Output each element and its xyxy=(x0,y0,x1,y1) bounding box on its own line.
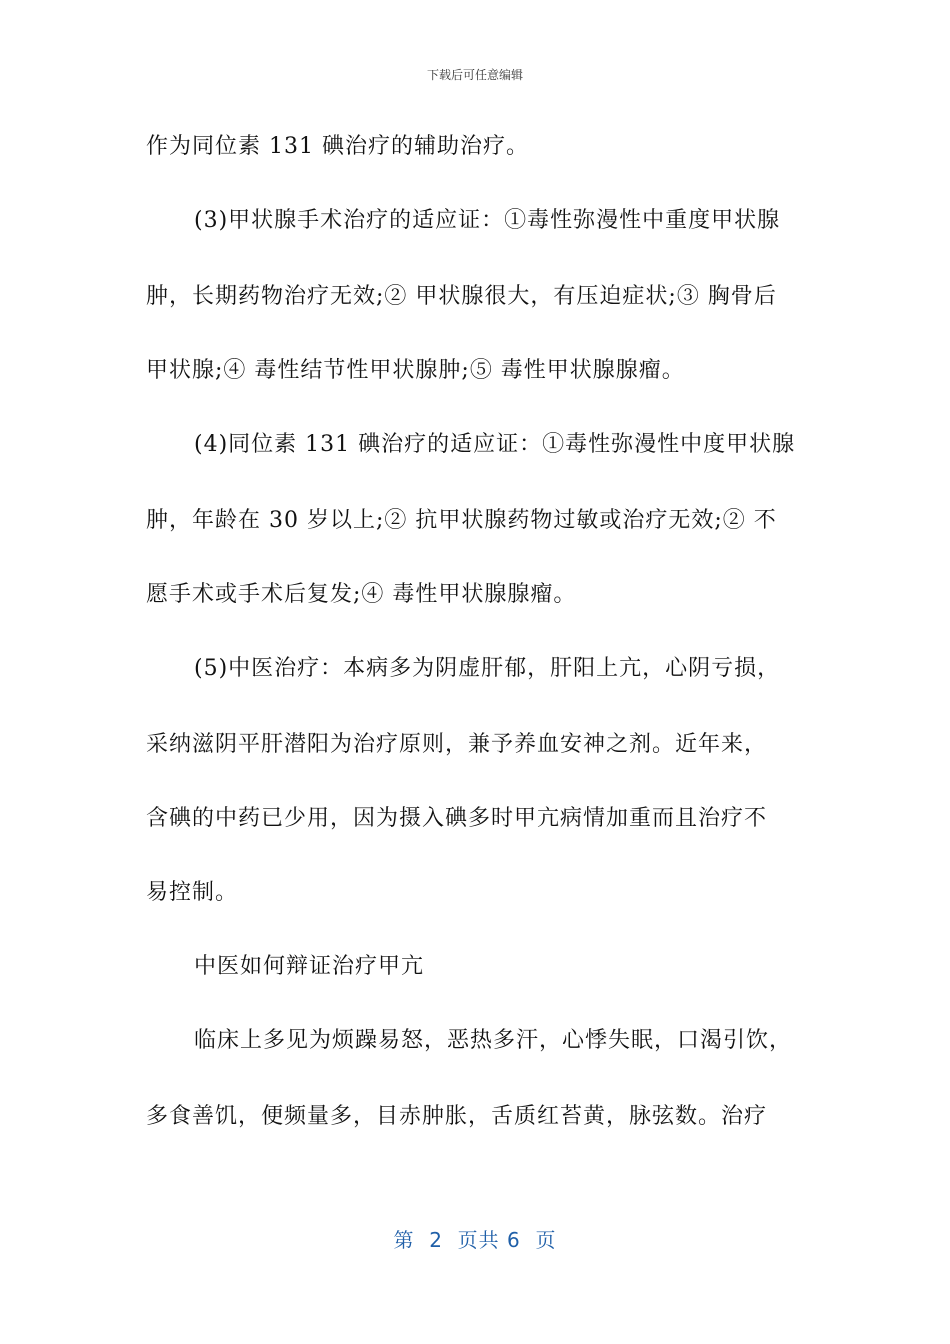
text-line: 肿，长期药物治疗无效;② 甲状腺很大，有压迫症状;③ 胸骨后 xyxy=(146,284,777,309)
text-line: (5)中医治疗：本病多为阴虚肝郁，肝阳上亢，心阴亏损， xyxy=(194,656,781,681)
text-line: 临床上多见为烦躁易怒，恶热多汗，心悸失眠，口渴引饮， xyxy=(194,1028,793,1053)
text-line: 多食善饥，便频量多，目赤肿胀，舌质红苔黄，脉弦数。治疗 xyxy=(146,1104,768,1129)
text-line: 易控制。 xyxy=(146,880,239,905)
text-line: 甲状腺;④ 毒性结节性甲状腺肿;⑤ 毒性甲状腺腺瘤。 xyxy=(146,358,685,383)
text-line: 含碘的中药已少用，因为摄入碘多时甲亢病情加重而且治疗不 xyxy=(146,806,768,831)
text-line: 作为同位素 131 碘治疗的辅助治疗。 xyxy=(146,134,529,159)
page-number-footer: 第 2 页共 6 页 xyxy=(393,1228,557,1252)
text-line: 愿手术或手术后复发;④ 毒性甲状腺腺瘤。 xyxy=(146,582,577,607)
page-header: 下载后可任意编辑 xyxy=(426,68,523,82)
text-line: 肿，年龄在 30 岁以上;② 抗甲状腺药物过敏或治疗无效;② 不 xyxy=(146,508,777,533)
text-line: (4)同位素 131 碘治疗的适应证：①毒性弥漫性中度甲状腺 xyxy=(194,432,796,457)
text-line: 采纳滋阴平肝潜阳为治疗原则，兼予养血安神之剂。近年来， xyxy=(146,732,768,757)
text-line: (3)甲状腺手术治疗的适应证：①毒性弥漫性中重度甲状腺 xyxy=(194,208,781,233)
section-heading: 中医如何辩证治疗甲亢 xyxy=(194,954,425,979)
